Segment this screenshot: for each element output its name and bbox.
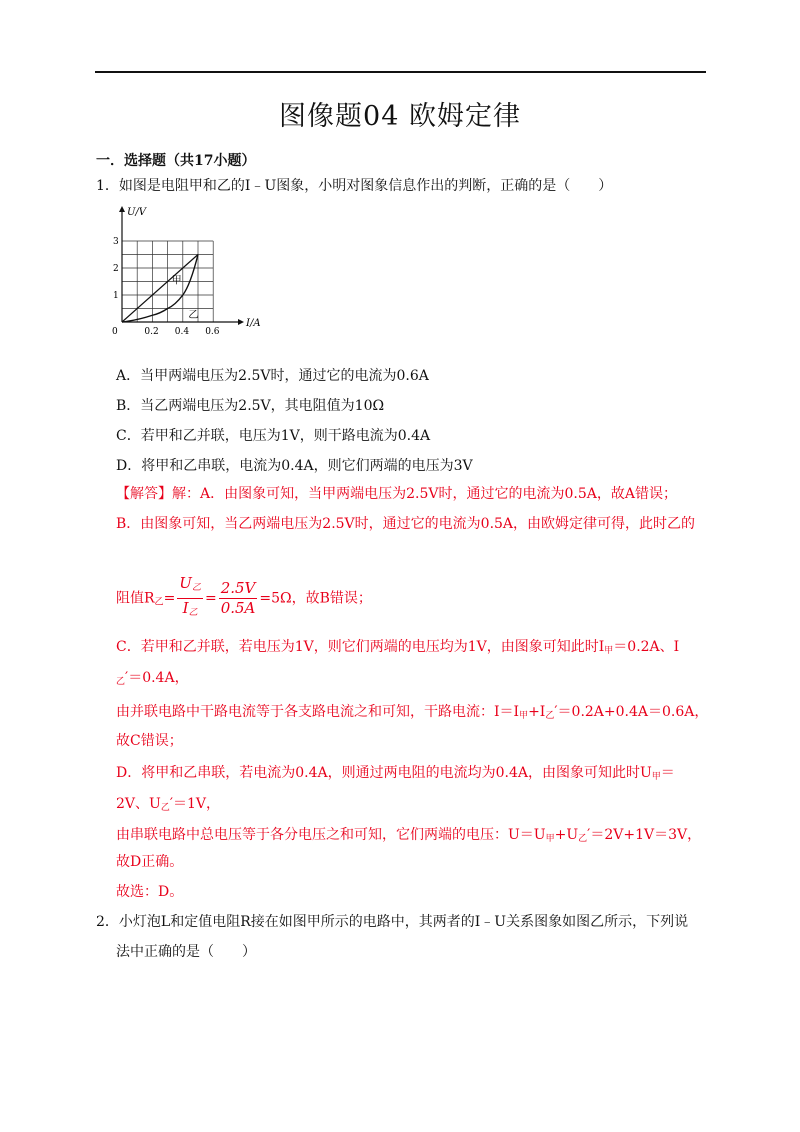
- answer-text-6-end: ′＝0.2A+0.4A＝0.6A，: [554, 704, 709, 720]
- answer-line-6: [116, 702, 708, 726]
- sub-jia-4: 甲: [545, 834, 555, 844]
- answer-line-8: [116, 763, 675, 787]
- y-axis-arrow: [119, 206, 125, 212]
- answer-line-10: [116, 825, 701, 849]
- fraction-u-over-i: [177, 574, 203, 623]
- answer-text-4: C．若甲和乙并联，若电压为1V，则它们两端的电压均为1V，由图象可知此时I: [116, 639, 605, 655]
- frac2-den: 0.5A: [220, 599, 256, 617]
- answer-text-10: 由串联电路中总电压等于各分电压之和可知，它们两端的电压：U＝U: [116, 827, 546, 843]
- answer-text-1: 解：A．由图象可知，当甲两端电压为2.5V时，通过它的电流为0.5A，故A错误；: [172, 486, 677, 502]
- y-tick-label: 2: [113, 264, 119, 274]
- series-yi-label: 乙: [188, 309, 199, 321]
- answer-line-1: [116, 484, 677, 504]
- q1-stem-text: 如图是电阻甲和乙的I﹣U图象，小明对图象信息作出的判断，正确的是（ ）: [118, 178, 613, 194]
- answer-text-6-mid: +I: [528, 704, 546, 720]
- q2-stem-text: 小灯泡L和定值电阻R接在如图甲所示的电路中，其两者的I﹣U关系图象如图乙所示，下列说: [118, 914, 689, 930]
- answer-line-2: B．由图象可知，当乙两端电压为2.5V时，通过它的电流为0.5A，由欧姆定律可得，此时乙的: [116, 516, 696, 532]
- frac-den-sub: 乙: [188, 608, 198, 618]
- x-tick-label: 0.6: [205, 327, 220, 337]
- answer-line-7: 故C错误；: [116, 733, 183, 749]
- answer-line-3: [116, 574, 372, 623]
- x-axis-arrow: [238, 319, 244, 325]
- sub-jia-2: 甲: [519, 711, 529, 721]
- y-axis-label: U/V: [127, 207, 147, 218]
- equals-2: =: [204, 590, 217, 607]
- answer-text-6: 由并联电路中干路电流等于各支路电流之和可知，干路电流：I＝I: [116, 704, 520, 720]
- equals: =: [163, 590, 176, 607]
- q1-option-b[interactable]: B．当乙两端电压为2.5V，其电阻值为10Ω: [116, 398, 385, 414]
- x-axis-label: I/A: [246, 318, 261, 329]
- fraction-values: [219, 579, 258, 618]
- answer-text-8: D．将甲和乙串联，若电流为0.4A，则通过两电阻的电流均为0.4A，由图象可知此时U: [116, 765, 652, 781]
- x-tick-label: 0: [112, 327, 118, 337]
- frac-num: U: [179, 574, 192, 592]
- frac-den: I: [182, 599, 189, 617]
- frac-num-sub: 乙: [191, 583, 201, 593]
- top-rule: [95, 71, 706, 73]
- sub-yi-3: 乙: [545, 711, 555, 721]
- x-tick-label: 0.2: [144, 327, 159, 337]
- chart-axes: [112, 206, 261, 337]
- q1-stem: [96, 176, 612, 196]
- q2-number: 2．: [96, 914, 119, 930]
- answer-line-5: [116, 668, 189, 692]
- chart-marks: [122, 255, 198, 323]
- answer-text-3-post: =5Ω，故B错误；: [259, 590, 372, 607]
- q1-number: 1．: [96, 178, 119, 194]
- sub-yi-5: 乙: [578, 834, 588, 844]
- y-tick-label: 3: [113, 237, 119, 247]
- answer-line-9: [116, 794, 220, 818]
- q1-option-c[interactable]: C．若甲和乙并联，电压为1V，则干路电流为0.4A: [116, 428, 431, 444]
- q1-option-d[interactable]: D．将甲和乙串联，电流为0.4A，则它们两端的电压为3V: [116, 458, 473, 474]
- answer-line-11: 故D正确。: [116, 854, 184, 870]
- sub-jia: 甲: [604, 646, 614, 656]
- sub-yi: 乙: [154, 597, 164, 608]
- x-tick-label: 0.4: [174, 327, 190, 337]
- answer-text-3: 阻值R: [116, 590, 155, 607]
- answer-line-4: [116, 637, 679, 661]
- answer-text-9: 2V、U: [116, 796, 161, 812]
- answer-text-10-end: ′＝2V+1V＝3V，: [587, 827, 702, 843]
- page-title: 图像题04 欧姆定律: [279, 101, 521, 132]
- sub-yi-4: 乙: [160, 803, 170, 813]
- q2-stem-line-2: 法中正确的是（ ）: [116, 944, 256, 960]
- series-jia-label: 甲: [171, 275, 182, 287]
- answer-text-10-mid: +U: [554, 827, 579, 843]
- answer-text-4-end: ＝0.2A、I: [613, 639, 680, 655]
- q1-option-a[interactable]: A．当甲两端电压为2.5V时，通过它的电流为0.6A: [116, 368, 429, 384]
- answer-tag: 【解答】: [116, 486, 172, 502]
- iu-chart: [110, 204, 270, 339]
- sub-yi-2: 乙: [116, 677, 126, 687]
- answer-text-5: ′＝0.4A，: [125, 670, 189, 686]
- frac2-num: 2.5V: [220, 579, 256, 597]
- answer-line-12: 故选：D。: [116, 884, 184, 900]
- y-tick-label: 1: [113, 291, 119, 301]
- answer-text-9-end: ′＝1V，: [169, 796, 221, 812]
- answer-text-8-end: ＝: [660, 765, 675, 781]
- sub-jia-3: 甲: [651, 772, 661, 782]
- q2-stem-line-1: [96, 912, 688, 932]
- section-heading: 一．选择题（共17小题）: [96, 153, 256, 169]
